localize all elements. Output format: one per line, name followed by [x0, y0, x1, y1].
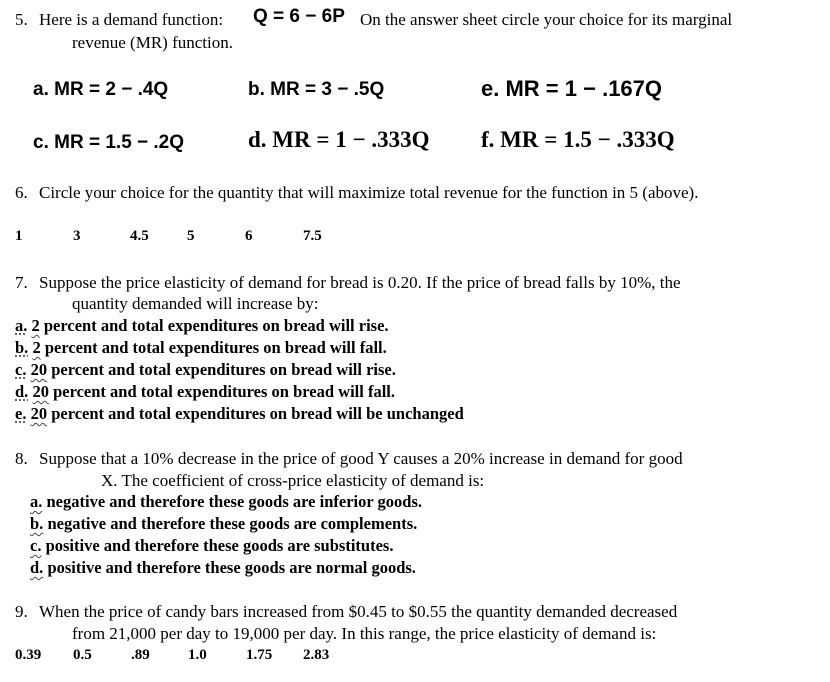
q6-number: 6.: [15, 183, 28, 202]
option-letter: a.: [33, 79, 49, 100]
option-letter: c.: [33, 132, 49, 153]
option-letter: b.: [248, 79, 265, 100]
q7-number: 7.: [15, 273, 28, 292]
q5-option-b[interactable]: [248, 79, 384, 101]
q6-choice-6[interactable]: 6: [245, 228, 253, 244]
option-expression: MR = 3 − .5Q: [270, 79, 385, 100]
answer-number: 20: [30, 404, 48, 423]
answer-text: negative and therefore these goods are complements.: [43, 514, 418, 533]
option-expression: MR = 1.5 − .2Q: [54, 132, 185, 153]
q7-answer-e[interactable]: [15, 403, 464, 425]
answer-letter: d.: [15, 382, 29, 401]
answer-number: 20: [32, 382, 49, 401]
option-expression: MR = 1 − .167Q: [505, 76, 663, 101]
q8-line2: X. The coefficient of cross-price elasticity of demand is:: [101, 471, 485, 490]
q5-option-d[interactable]: [248, 127, 429, 153]
q9-choice-1-0[interactable]: 1.0: [188, 647, 207, 663]
option-letter: f.: [481, 127, 495, 152]
answer-text: percent and total expenditures on bread will rise.: [47, 360, 396, 379]
answer-letter: c.: [30, 536, 42, 555]
answer-text: positive and therefore these goods are substitutes.: [41, 536, 394, 555]
option-expression: MR = 1 − .333Q: [272, 127, 430, 152]
q7-answer-d[interactable]: [15, 381, 395, 403]
answer-letter: d.: [30, 558, 44, 577]
answer-letter: a.: [15, 316, 28, 335]
option-letter: d.: [248, 127, 267, 152]
answer-number: 20: [30, 360, 48, 379]
q8-line1: Suppose that a 10% decrease in the price of good Y causes a 20% increase in demand for good: [39, 449, 683, 468]
answer-text: positive and therefore these goods are normal goods.: [43, 558, 416, 577]
q5-option-f[interactable]: [481, 127, 675, 153]
q9-choice-1-75[interactable]: 1.75: [246, 647, 273, 663]
option-letter: e.: [481, 76, 500, 101]
answer-letter: b.: [30, 514, 44, 533]
answer-text: negative and therefore these goods are inferior goods.: [42, 492, 422, 511]
option-expression: MR = 2 − .4Q: [54, 79, 169, 100]
q6-choice-1[interactable]: 1: [15, 228, 23, 244]
q5-text-a: Here is a demand function:: [39, 10, 224, 29]
q5-option-e[interactable]: [481, 76, 662, 102]
q8-number: 8.: [15, 449, 28, 468]
q8-answer-b[interactable]: [30, 513, 417, 535]
q8-answer-c[interactable]: [30, 535, 393, 557]
q9-number: 9.: [15, 602, 28, 621]
q5-text-c: revenue (MR) function.: [72, 33, 233, 52]
q6-text: Circle your choice for the quantity that will maximize total revenue for the function in 5 (above).: [39, 183, 699, 202]
q9-line1: When the price of candy bars increased from $0.45 to $0.55 the quantity demanded decreased: [39, 602, 678, 621]
answer-text: percent and total expenditures on bread will fall.: [48, 382, 395, 401]
q7-line1: Suppose the price elasticity of demand for bread is 0.20. If the price of bread falls by 10%, the: [39, 273, 681, 292]
q5-formula: Q = 6 − 6P: [253, 6, 345, 27]
answer-number: 2: [32, 338, 41, 357]
q9-choice-2-83[interactable]: 2.83: [303, 647, 330, 663]
q5-number: 5.: [15, 10, 28, 29]
q9-line2: from 21,000 per day to 19,000 per day. In this range, the price elasticity of demand is:: [72, 624, 657, 643]
q9-choice-0-5[interactable]: 0.5: [73, 647, 92, 663]
answer-letter: e.: [15, 404, 27, 423]
q7-answer-b[interactable]: [15, 337, 387, 359]
q5-option-c[interactable]: [33, 132, 184, 154]
q8-answer-a[interactable]: [30, 491, 422, 513]
answer-letter: b.: [15, 338, 29, 357]
answer-letter: c.: [15, 360, 27, 379]
q9-choice-0-39[interactable]: 0.39: [15, 647, 42, 663]
answer-text: percent and total expenditures on bread will be unchanged: [47, 404, 464, 423]
q5-text-b: On the answer sheet circle your choice for its marginal: [360, 10, 733, 29]
q6-choice-3[interactable]: 3: [73, 228, 81, 244]
q6-choice-7-5[interactable]: 7.5: [303, 228, 322, 244]
q6-choice-4-5[interactable]: 4.5: [130, 228, 149, 244]
q6-choice-5[interactable]: 5: [187, 228, 195, 244]
q7-answer-a[interactable]: [15, 315, 389, 337]
q7-answer-c[interactable]: [15, 359, 396, 381]
answer-letter: a.: [30, 492, 43, 511]
q9-choice-89[interactable]: .89: [131, 647, 150, 663]
option-expression: MR = 1.5 − .333Q: [500, 127, 675, 152]
answer-text: percent and total expenditures on bread will fall.: [40, 338, 387, 357]
answer-text: percent and total expenditures on bread will rise.: [39, 316, 389, 335]
answer-number: 2: [31, 316, 40, 335]
q7-line2: quantity demanded will increase by:: [72, 294, 319, 313]
q8-answer-d[interactable]: [30, 557, 416, 579]
q5-option-a[interactable]: [33, 79, 168, 101]
